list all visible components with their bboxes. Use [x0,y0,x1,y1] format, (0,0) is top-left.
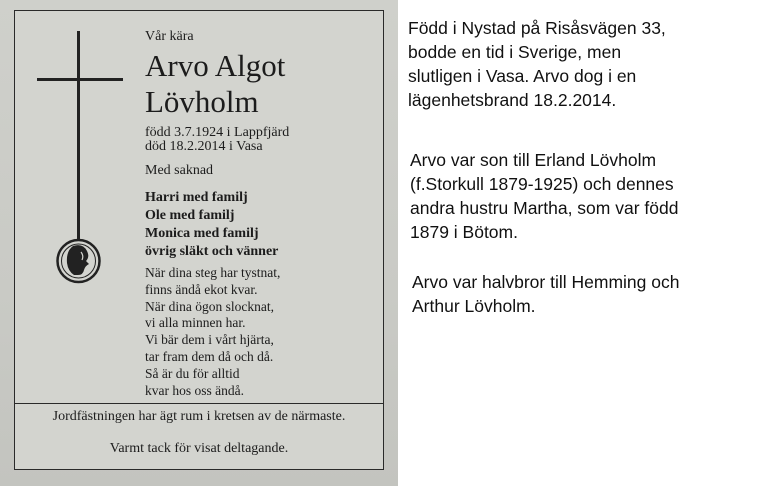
poem-line: tar fram dem då och då. [145,348,274,364]
paragraph-line: slutligen i Vasa. Arvo dog i en [408,66,637,86]
paragraph-line: Född i Nystad på Risåsvägen 33, [408,18,666,38]
paragraph-line: lägenhetsbrand 18.2.2014. [408,90,617,110]
thanks-note: Varmt tack för visat deltagande. [109,441,289,456]
intro-text: Vår kära [145,29,194,44]
mourner-line: övrig släkt och vänner [145,244,279,259]
death-info: död 18.2.2014 i Vasa [145,139,263,154]
commentary-paragraph-birth [408,16,666,112]
commentary-paragraph-parents [410,148,678,244]
poem-line: När dina steg har tystnat, [145,265,281,280]
paragraph-line: Arvo var son till Erland Lövholm [410,150,657,170]
deceased-name-first: Arvo Algot [145,48,286,83]
paragraph-line: (f.Storkull 1879-1925) och dennes [410,174,674,194]
paragraph-line: 1879 i Bötom. [410,222,518,242]
paragraph-line: Arvo var halvbror till Hemming och [412,272,680,292]
mourner-line: Ole med familj [145,208,235,223]
commentary-paragraph-siblings [412,270,679,318]
mourner-line: Harri med familj [145,190,248,205]
paragraph-line: Arthur Lövholm. [412,296,536,316]
paragraph-line: andra hustru Martha, som var född [410,198,679,218]
birth-info: född 3.7.1924 i Lappfjärd [145,125,290,140]
poem-line: Vi bär dem i vårt hjärta, [145,332,274,348]
poem-line: vi alla minnen har. [145,315,246,331]
poem-line: kvar hos oss ändå. [145,382,244,398]
poem-line: finns ändå ekot kvar. [145,281,258,297]
missed-text: Med saknad [145,163,214,178]
deceased-name-last: Lövholm [145,84,259,119]
paragraph-line: bodde en tid i Sverige, men [408,42,622,62]
poem-line: När dina ögon slocknat, [145,298,274,314]
mourner-line: Monica med familj [145,226,259,241]
poem-line: Så är du för alltid [145,365,240,381]
funeral-note: Jordfästningen har ägt rum i kretsen av de närmaste. [52,409,346,424]
